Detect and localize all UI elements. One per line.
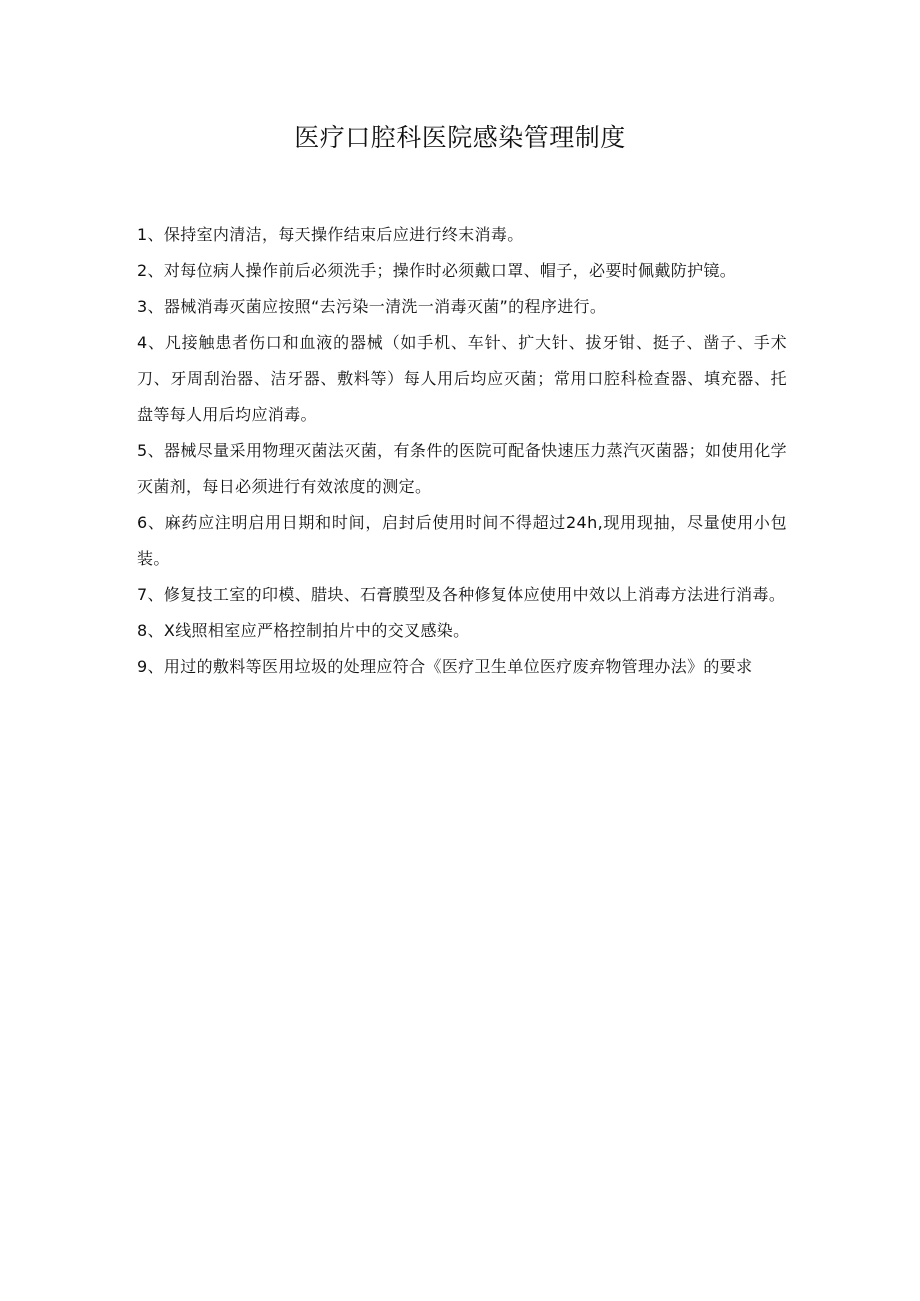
regulation-item-8: 8、X线照相室应严格控制拍片中的交叉感染。 (137, 621, 470, 640)
regulation-item-5: 5、器械尽量采用物理灭菌法灭菌，有条件的医院可配备快速压力蒸汽灭菌器；如使用化学灭菌剂，每日必须进行有效浓度的测定。 (137, 441, 787, 496)
regulation-item-4: 4、凡接触患者伤口和血液的器械（如手机、车针、扩大针、拔牙钳、挺子、凿子、手术刀、牙周刮治器、洁牙器、敷料等）每人用后均应灭菌；常用口腔科检查器、填充器、托盘等每人用后均应消毒。 (137, 333, 787, 424)
regulation-item-9: 9、用过的敷料等医用垃圾的处理应符合《医疗卫生单位医疗废弃物管理办法》的要求 (137, 657, 753, 676)
regulation-list (137, 217, 787, 685)
regulation-item-6: 6、麻药应注明启用日期和时间，启封后使用时间不得超过24h,现用现抽，尽量使用小包装。 (137, 513, 787, 568)
regulation-item-1: 1、保持室内清洁，每天操作结束后应进行终末消毒。 (137, 225, 524, 244)
document-title: 医疗口腔科医院感染管理制度 (294, 123, 626, 152)
regulation-item-3: 3、器械消毒灭菌应按照“去污染一清洗一消毒灭菌”的程序进行。 (137, 297, 607, 316)
regulation-item-7: 7、修复技工室的印模、腊块、石膏膜型及各种修复体应使用中效以上消毒方法进行消毒。 (137, 585, 786, 604)
regulation-item-2: 2、对每位病人操作前后必须洗手；操作时必须戴口罩、帽子，必要时佩戴防护镜。 (137, 261, 737, 280)
